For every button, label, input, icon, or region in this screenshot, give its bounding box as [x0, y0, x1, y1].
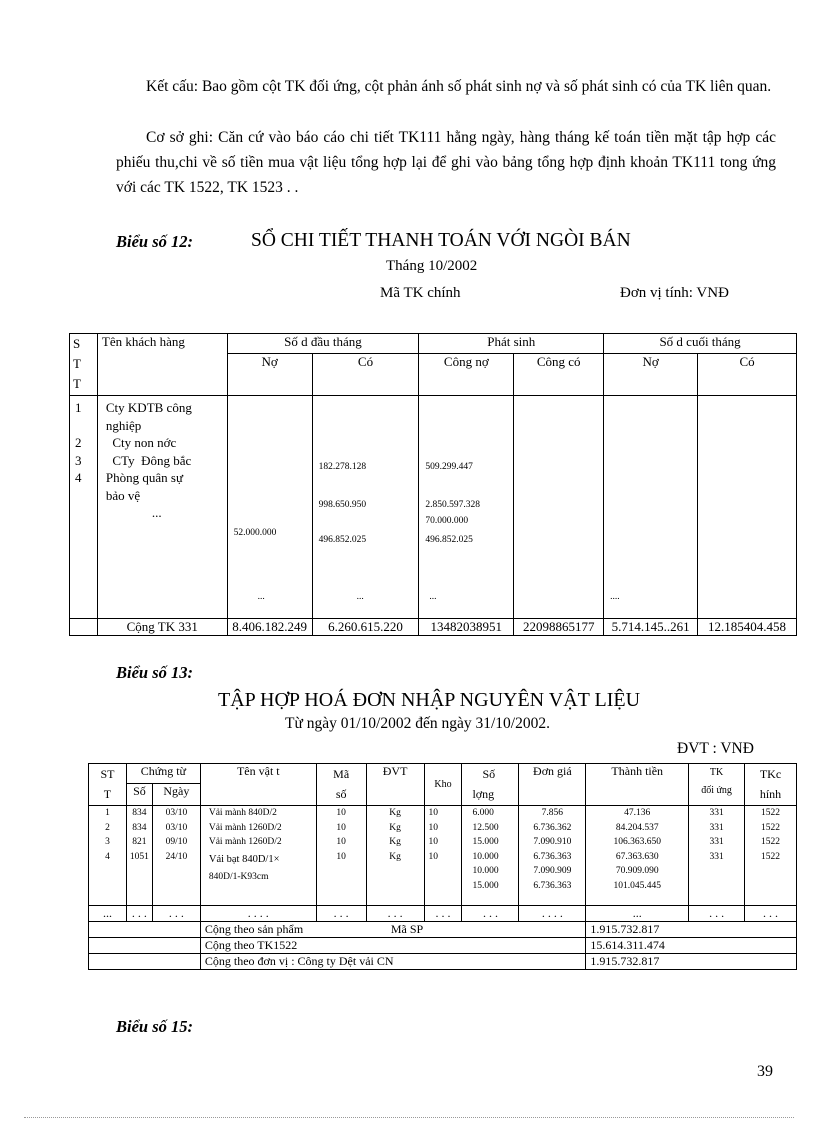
bieu12-month: Tháng 10/2002	[386, 258, 478, 274]
opening-no-values: 52.000.000 ...	[227, 396, 312, 619]
opening-header: Số d đầu tháng	[227, 334, 419, 354]
ten-vat-tu-values: Vải mành 840D/2 Vải mành 1260D/2 Vải mành 1260D/2 Vải bạt 840D/1× 840D/1-K93cm	[200, 806, 316, 906]
stt-header: ST T	[89, 764, 127, 806]
bieu12-label: Biểu số 12:	[116, 232, 194, 251]
bieu13-unit: ĐVT : VNĐ	[677, 740, 754, 757]
opening-no-header: Nợ	[227, 354, 312, 396]
so-luong-values: 6.000 12.500 15.000 10.000 10.000 15.000	[462, 806, 519, 906]
bieu13-label: Biểu số 13:	[116, 663, 194, 682]
ngay-header: Ngày	[152, 784, 200, 806]
stt-column: 1 2 3 4	[70, 396, 98, 619]
so-values: 834 834 821 1051	[126, 806, 152, 906]
chung-tu-header: Chứng từ	[126, 764, 200, 784]
tk-chinh-values: 1522 1522 1522 1522	[745, 806, 797, 906]
thanh-tien-header: Thành tiền	[586, 764, 689, 806]
don-gia-header: Đơn giá	[519, 764, 586, 806]
ngay-values: 03/10 03/10 09/10 24/10	[152, 806, 200, 906]
dvt-values: Kg Kg Kg Kg	[366, 806, 424, 906]
totals-row: Cộng TK 331 8.406.182.249 6.260.615.220 13482038951 22098865177 5.714.145..261 12.185404.458	[70, 619, 797, 636]
arising-no-values: 509.299.447 2.850.597.328 70.000.000 496.852.025 ...	[419, 396, 514, 619]
arising-co-header: Công có	[514, 354, 604, 396]
bieu12-title: SỔ CHI TIẾT THANH TOÁN VỚI NGÒI BÁN	[251, 230, 631, 251]
sum-tk-row: Cộng theo TK1522 15.614.311.474	[89, 938, 797, 954]
name-ellipsis: ...	[151, 505, 162, 520]
ellipsis-row: ... . . . . . . . . . . . . . . . . . . . . . . . . . . ... . . . . . .	[89, 906, 797, 922]
bieu12-table	[69, 333, 797, 636]
stt-header: S T T	[70, 334, 98, 396]
bieu13-table	[88, 763, 797, 970]
arising-no-header: Công nợ	[419, 354, 514, 396]
closing-co-header: Có	[698, 354, 797, 396]
name-header: Tên khách hàng	[97, 334, 227, 396]
page-number: 39	[757, 1063, 773, 1080]
so-header: Số	[126, 784, 152, 806]
paragraph-co-so-ghi: Cơ sở ghi: Căn cứ vào báo cáo chi tiết TK111 hằng ngày, hàng tháng kế toán tiền mặt tập hợp các phiếu thu,chi về số tiền mua vật liệu tổng hợp lại để ghi vào bảng tổng hợp định khoản TK111 tong ứng với các TK 1522, TK 1523 . .	[116, 129, 776, 196]
ma-so-values: 10 10 10 10	[316, 806, 366, 906]
bieu15-label: Biểu số 15:	[116, 1017, 194, 1036]
page-bottom-rule	[24, 1117, 794, 1118]
ten-vat-tu-header: Tên vật t	[200, 764, 316, 806]
arising-header: Phát sinh	[419, 334, 604, 354]
tk-doi-ung-values: 331 331 331 331	[689, 806, 745, 906]
customer-names: Cty KDTB công nghiệp Cty non nớc CTy Đông bắc Phòng quân sự bảo vệ ...	[97, 396, 227, 619]
bieu13-title: TẬP HỢP HOÁ ĐƠN NHẬP NGUYÊN VẬT LIỆU	[218, 689, 641, 711]
bieu12-account: Mã TK chính	[380, 285, 461, 301]
bieu12-unit: Đơn vị tính: VNĐ	[620, 285, 729, 301]
so-luong-header: Số lợng	[462, 764, 519, 806]
tk-doi-ung-header: TK đối ứng	[689, 764, 745, 806]
sum-product-row: Cộng theo sản phẩm Mã SP 1.915.732.817	[89, 922, 797, 938]
tk-chinh-header: TKc hính	[745, 764, 797, 806]
dvt-header: ĐVT	[366, 764, 424, 806]
kho-header: Kho	[424, 764, 462, 806]
opening-co-header: Có	[312, 354, 419, 396]
closing-no-values: ....	[604, 396, 698, 619]
sum-unit-row: Cộng theo đơn vị : Công ty Dệt vải CN 1.915.732.817	[89, 954, 797, 970]
don-gia-values: 7.856 6.736.362 7.090.910 6.736.363 7.090.909 6.736.363	[519, 806, 586, 906]
bieu13-subtitle: Từ ngày 01/10/2002 đến ngày 31/10/2002.	[285, 715, 550, 732]
thanh-tien-values: 47.136 84.204.537 106.363.650 67.363.630 70.909.090 101.045.445	[586, 806, 689, 906]
ma-so-header: Mã số	[316, 764, 366, 806]
opening-co-values: 182.278.128 998.650.950 496.852.025 ...	[312, 396, 419, 619]
stt-values: 1 2 3 4	[89, 806, 127, 906]
closing-header: Số d cuối tháng	[604, 334, 797, 354]
closing-no-header: Nợ	[604, 354, 698, 396]
kho-values: 10 10 10 10	[424, 806, 462, 906]
paragraph-ket-cau: Kết cấu: Bao gồm cột TK đối ứng, cột phản ánh số phát sinh nợ và số phát sinh có của TK liên quan.	[146, 78, 772, 95]
